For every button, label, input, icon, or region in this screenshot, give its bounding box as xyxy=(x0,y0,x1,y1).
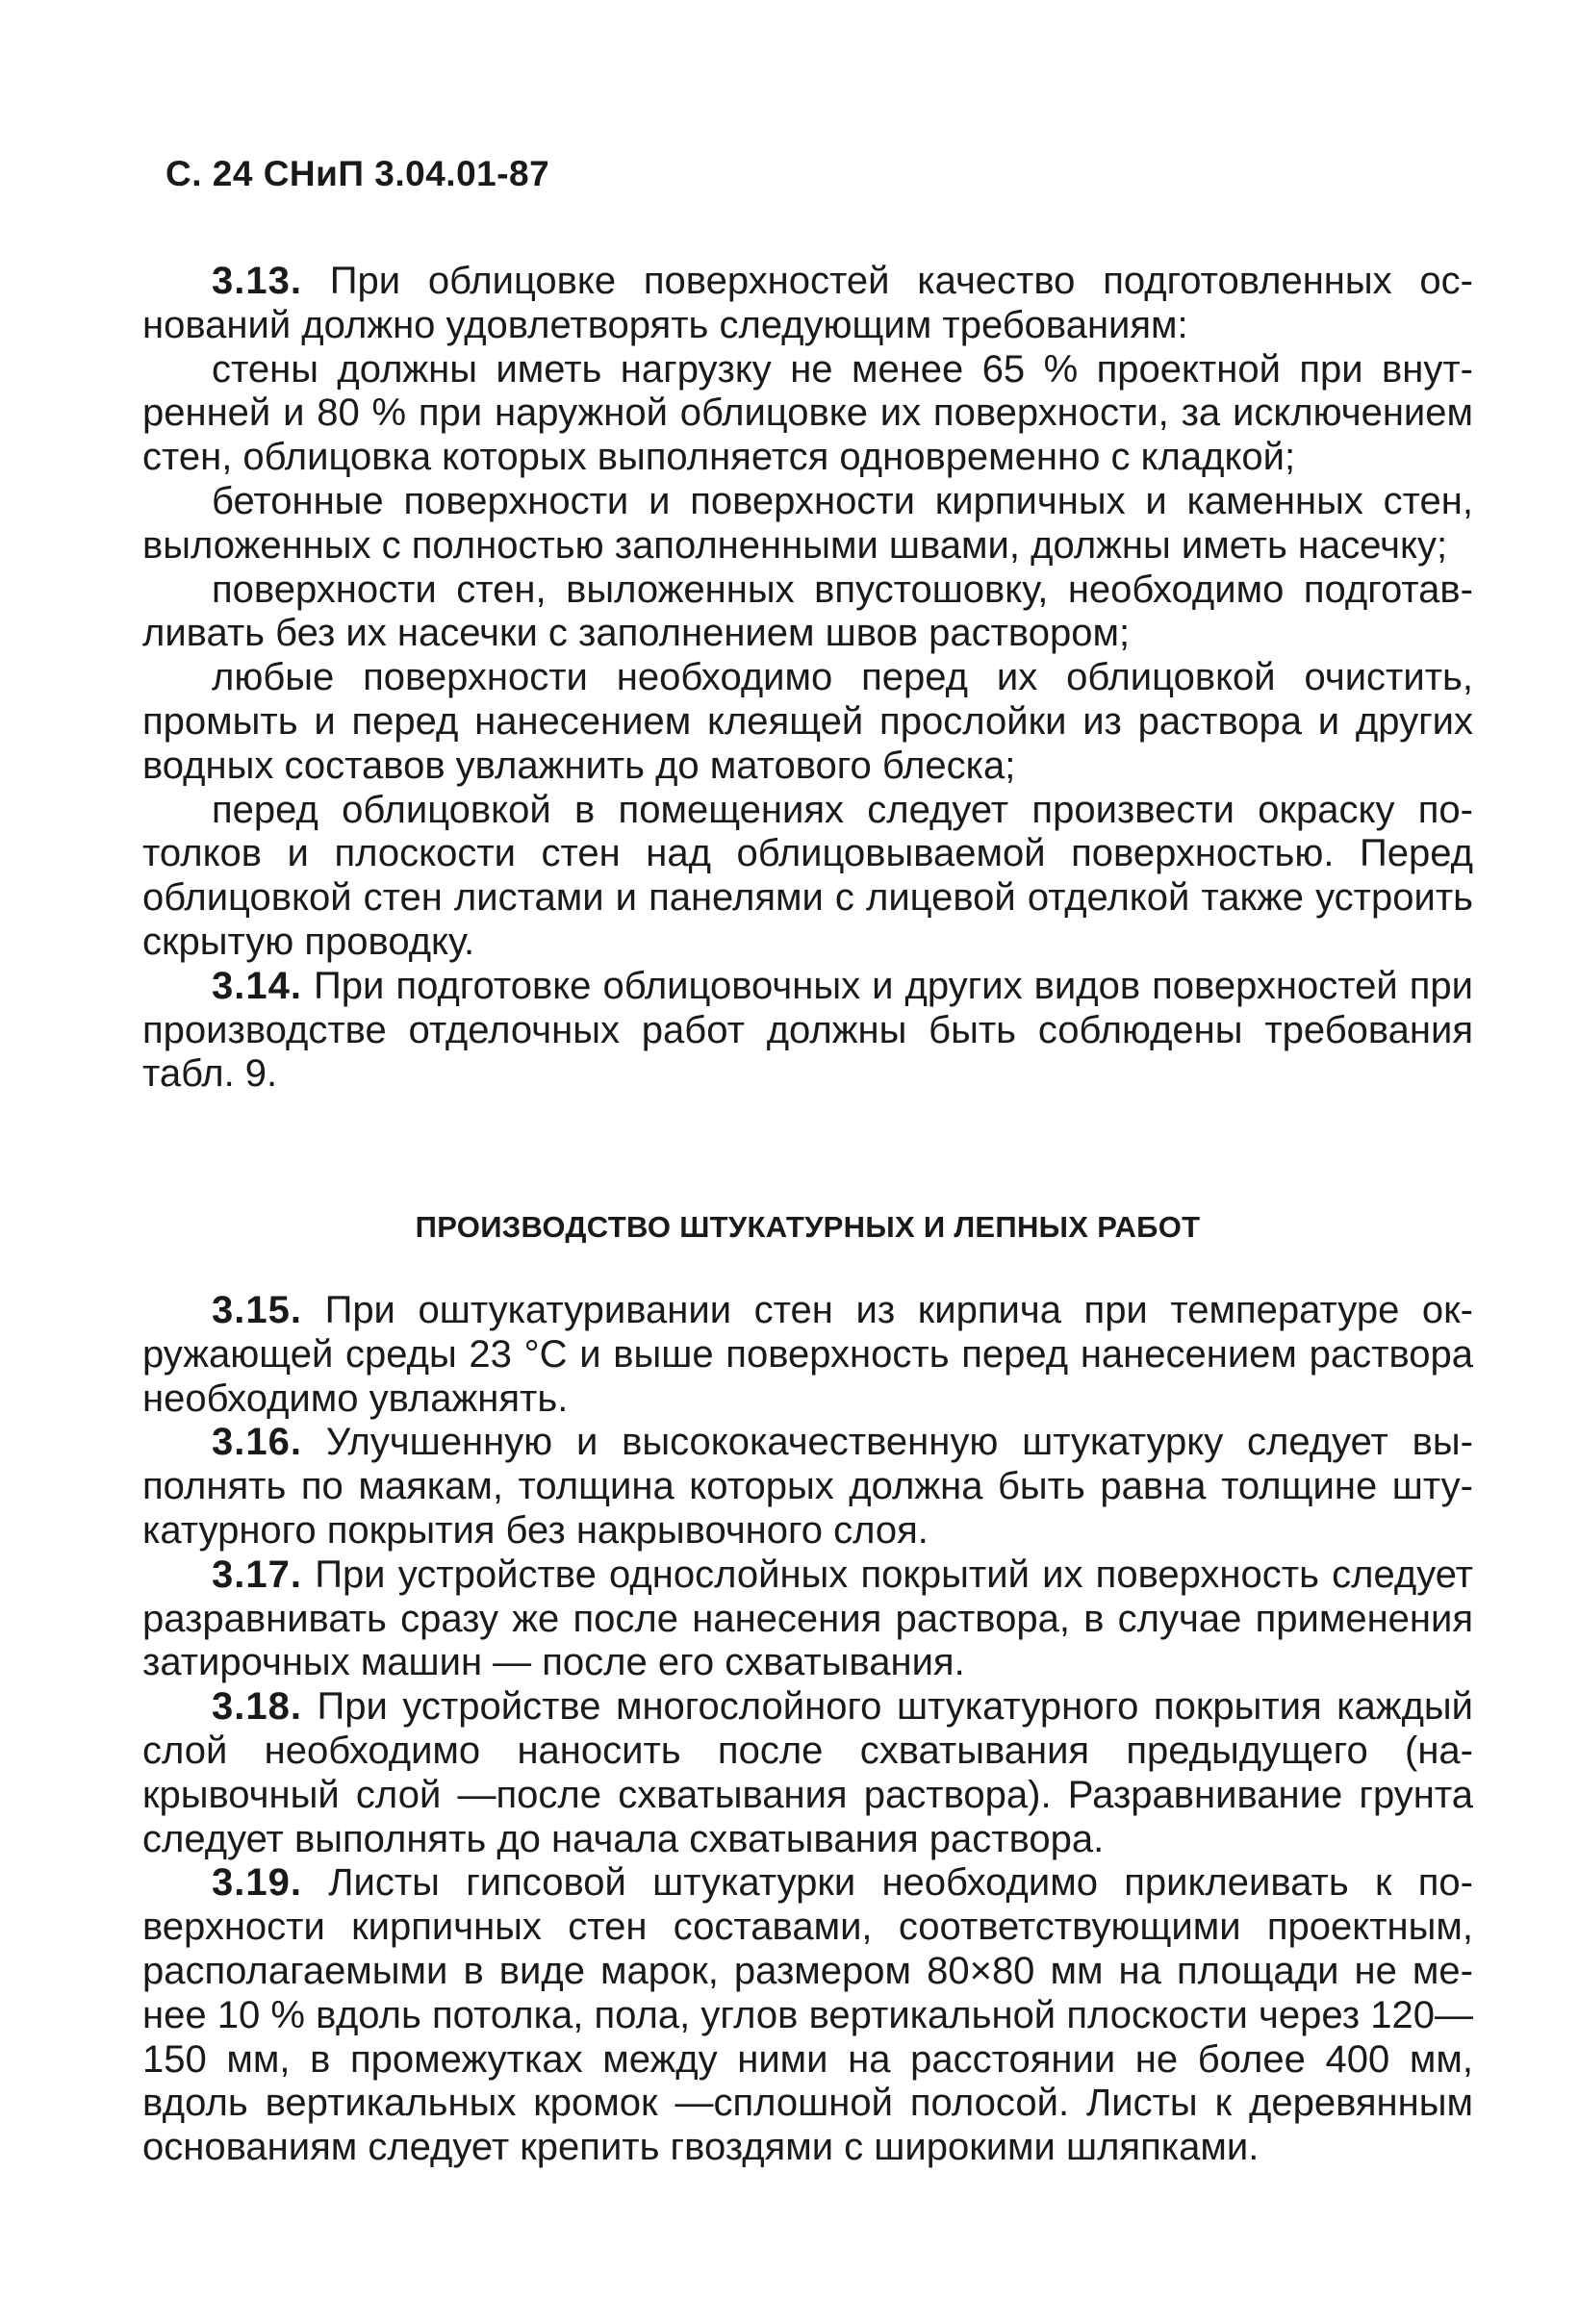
paragraph-text: поверхности стен, выложенных впустошовку, необходимо подготавливать без их насечки с заполнением швов раствором; xyxy=(142,568,1473,655)
paragraph-text: Улучшенную и высококачественную штукатурку следует выполнять по маякам, толщина которых должна быть равна толщине штукатурного покрытия без накрывочного слоя. xyxy=(142,1421,1473,1552)
clause-number: 3.15. xyxy=(212,1289,302,1331)
paragraph-text: При подготовке облицовочных и других видов поверхностей при производстве отделочных работ должны быть соблюдены требования табл. 9. xyxy=(142,964,1473,1096)
paragraph xyxy=(142,1685,1473,1861)
section-title: ПРОИЗВОДСТВО ШТУКАТУРНЫХ И ЛЕПНЫХ РАБОТ xyxy=(415,1210,1201,1244)
paragraph xyxy=(142,480,1473,568)
paragraph-text: При устройстве многослойного штукатурного покрытия каждый слой необходимо наносить после схватывания предыдущего (накрывочный слой —после схватывания раствора). Разравнивание грунта следует выполнять до начала схватывания раствора. xyxy=(142,1685,1473,1860)
paragraph xyxy=(142,1289,1473,1421)
clause-number: 3.16. xyxy=(212,1421,302,1464)
clause-number: 3.18. xyxy=(212,1685,302,1729)
paragraph xyxy=(142,348,1473,480)
paragraphs-block-1 xyxy=(142,260,1473,1097)
paragraph xyxy=(142,965,1473,1097)
clause-number: 3.13. xyxy=(212,260,302,302)
paragraph-text: стены должны иметь нагрузку не менее 65 % проектной при внутренней и 80 % при наружной облицовке их поверхности, за исключением стен, облицовка которых выполняется одновременно с кладкой; xyxy=(142,347,1473,479)
paragraph-text: бетонные поверхности и поверхности кирпичных и каменных стен, выложенных с полностью заполненными швами, должны иметь насечку; xyxy=(142,479,1473,567)
paragraph-text: При оштукатуривании стен из кирпича при температуре окружающей среды 23 °С и выше поверхность перед нанесением раствора необходимо увлажнять. xyxy=(142,1289,1473,1420)
clause-number: 3.17. xyxy=(212,1553,302,1596)
paragraph xyxy=(142,568,1473,657)
paragraph xyxy=(142,260,1473,348)
paragraph-text: любые поверхности необходимо перед их облицовкой очистить, промыть и перед нанесением клеящей прослойки из раствора и других водных составов увлажнить до матового блеска; xyxy=(142,656,1473,787)
paragraph-text: перед облицовкой в помещениях следует произвести окраску потолков и плоскости стен над облицовываемой поверхностью. Перед облицовкой стен листами и панелями с лицевой отделкой также устроить скрытую проводку. xyxy=(142,788,1473,963)
paragraph-text: При облицовке поверхностей качество подготовленных оснований должно удовлетворять следующим требованиям: xyxy=(142,260,1473,346)
clause-number: 3.19. xyxy=(212,1861,302,1905)
paragraph xyxy=(142,1421,1473,1553)
paragraph xyxy=(142,656,1473,788)
clause-number: 3.14. xyxy=(212,964,302,1007)
paragraph xyxy=(142,789,1473,965)
paragraph-text: При устройстве однослойных покрытий их поверхность следует разравнивать сразу же после нанесения раствора, в случае применения затирочных машин — после его схватывания. xyxy=(142,1553,1473,1684)
paragraph xyxy=(142,1554,1473,1685)
paragraph xyxy=(142,1861,1473,2170)
paragraphs-block-2 xyxy=(142,1289,1473,2170)
page-header: С. 24 СНиП 3.04.01-87 xyxy=(165,154,550,193)
paragraph-text: Листы гипсовой штукатурки необходимо приклеивать к поверхности кирпичных стен составами, соответствующими проектным, располагаемыми в виде марок, размером 80×80 мм на площади не менее 10 % вдоль потолка, пола, углов вертикальной плоскости через 120—150 мм, в промежутках между ними на расстоянии не более 400 мм, вдоль вертикальных кромок —сплошной полосой. Листы к деревянным основаниям следует крепить гвоздями с широкими шляпками. xyxy=(142,1861,1473,2169)
